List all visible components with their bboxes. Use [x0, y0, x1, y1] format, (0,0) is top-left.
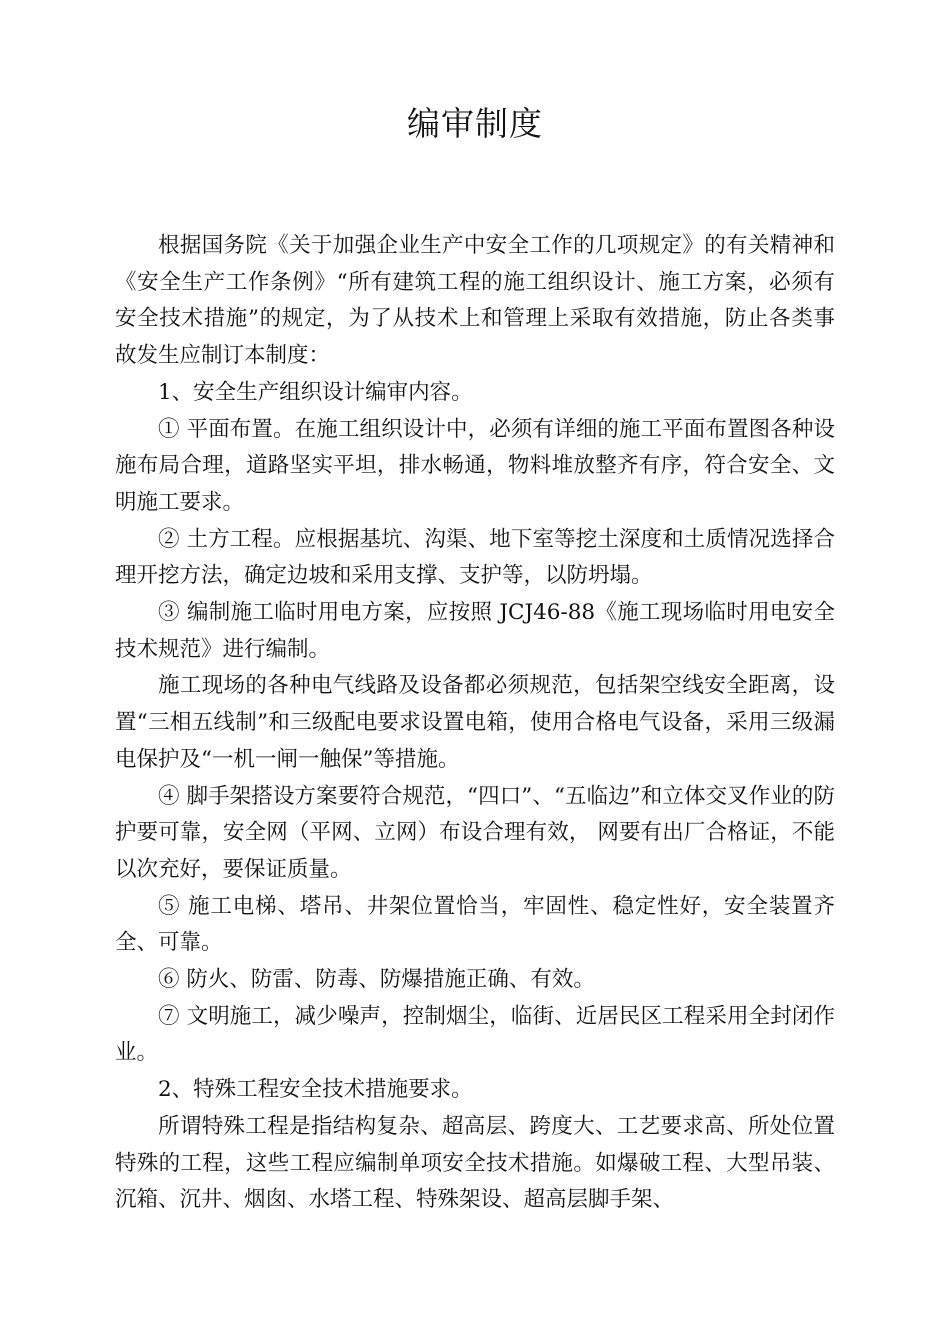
paragraph-item-4: ④ 脚手架搭设方案要符合规范，“四口”、“五临边”和立体交叉作业的防护要可靠，安全网（平网、立网）布设合理有效， 网要有出厂合格证，不能以次充好，要保证质量。	[115, 783, 835, 882]
paragraph-item-6: ⑥ 防火、防雷、防毒、防爆措施正确、有效。	[158, 967, 595, 993]
paragraph-section-1-heading: 1、安全生产组织设计编审内容。	[158, 379, 473, 405]
paragraph-item-5: ⑤ 施工电梯、塔吊、井架位置恰当，牢固性、稳定性好，安全装置齐全、可靠。	[115, 893, 835, 956]
paragraph-item-1: ① 平面布置。在施工组织设计中，必须有详细的施工平面布置图各种设施布局合理，道路坚实平坦，排水畅通，物料堆放整齐有序，符合安全、文明施工要求。	[115, 416, 835, 515]
paragraph-item-2: ② 土方工程。应根据基坑、沟渠、地下室等挖土深度和土质情况选择合理开挖方法，确定边坡和采用支撑、支护等，以防坍塌。	[115, 526, 835, 589]
paragraph-intro: 根据国务院《关于加强企业生产中安全工作的几项规定》的有关精神和《安全生产工作条例》“所有建筑工程的施工组织设计、施工方案，必须有安全技术措施”的规定，为了从技术上和管理上采取有效措施，防止各类事故发生应制订本制度：	[115, 233, 835, 369]
document-body	[115, 228, 835, 1219]
paragraph-special-works: 所谓特殊工程是指结构复杂、超高层、跨度大、工艺要求高、所处位置特殊的工程，这些工程应编制单项安全技术措施。如爆破工程、大型吊装、沉箱、沉井、烟囱、水塔工程、特殊架设、超高层脚手架、	[115, 1113, 835, 1213]
paragraph-electrical: 施工现场的各种电气线路及设备都必须规范，包括架空线安全距离，设置“三相五线制”和三级配电要求设置电箱，使用合格电气设备，采用三级漏电保护及“一机一闸一触保”等措施。	[115, 673, 835, 772]
paragraph-section-2-heading: 2、特殊工程安全技术措施要求。	[158, 1077, 473, 1103]
paragraph-item-7: ⑦ 文明施工，减少噪声，控制烟尘，临街、近居民区工程采用全封闭作业。	[115, 1003, 835, 1066]
paragraph-item-3: ③ 编制施工临时用电方案，应按照 JCJ46-88《施工现场临时用电安全技术规范》进行编制。	[115, 600, 835, 662]
page-title: 编审制度	[407, 104, 543, 143]
